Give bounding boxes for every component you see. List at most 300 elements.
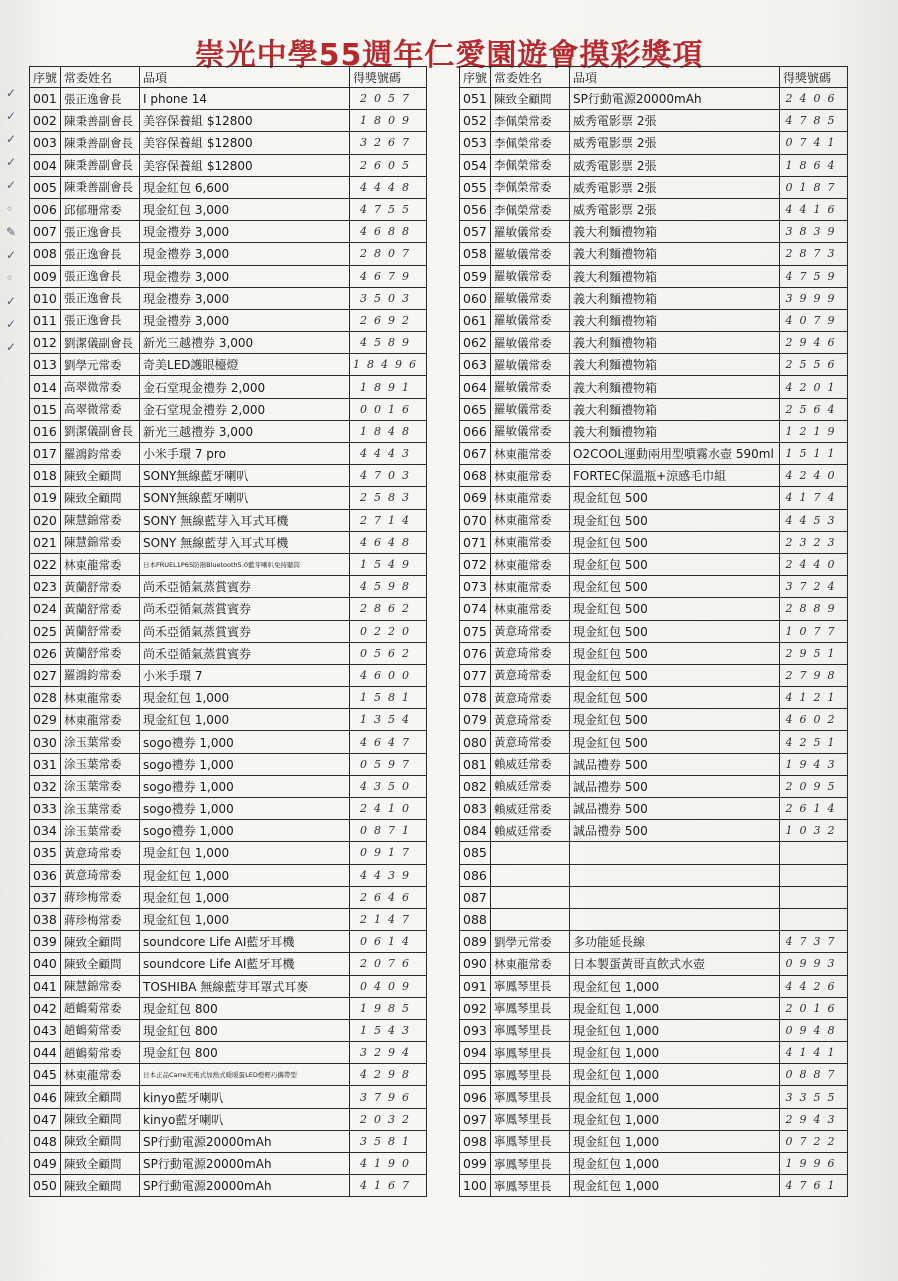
table-row xyxy=(460,798,848,820)
row-code: 2889 xyxy=(780,598,848,620)
row-item: 現金紅包 1,000 xyxy=(570,1064,780,1086)
row-member: 陳致全顧問 xyxy=(61,1108,140,1130)
table-row xyxy=(30,309,427,331)
table-row xyxy=(30,1108,427,1130)
row-number: 006 xyxy=(30,198,61,220)
row-code: 0948 xyxy=(780,1019,848,1041)
row-code: 4426 xyxy=(780,975,848,997)
table-row xyxy=(460,642,848,664)
row-code: 2406 xyxy=(780,88,848,110)
check-mark-icon: ✓ xyxy=(6,317,17,331)
row-item: 現金紅包 500 xyxy=(570,531,780,553)
table-row xyxy=(460,864,848,886)
check-mark-icon: ✓ xyxy=(6,109,17,124)
row-item: 現金禮券 3,000 xyxy=(140,309,350,331)
row-member: 李佩榮常委 xyxy=(491,176,570,198)
row-member: 寧鳳琴里長 xyxy=(491,997,570,1019)
row-member: 張正逸會長 xyxy=(61,243,140,265)
table-row xyxy=(460,198,848,220)
row-number: 033 xyxy=(30,798,61,820)
row-code: 2943 xyxy=(780,1108,848,1130)
table-row xyxy=(30,886,427,908)
row-member: 寧鳳琴里長 xyxy=(491,1064,570,1086)
row-member: 羅敏儀常委 xyxy=(491,243,570,265)
table-row xyxy=(30,420,427,442)
row-item: 現金紅包 500 xyxy=(570,487,780,509)
row-item: 現金紅包 1,000 xyxy=(140,864,350,886)
row-item: 美容保養組 $12800 xyxy=(140,110,350,132)
row-item: 義大利麵禮物箱 xyxy=(570,354,780,376)
table-row xyxy=(460,709,848,731)
row-member: 林東龍常委 xyxy=(491,443,570,465)
row-number: 076 xyxy=(460,642,491,664)
row-item: 現金紅包 1,000 xyxy=(140,687,350,709)
row-code: 2410 xyxy=(350,798,427,820)
row-item: 現金紅包 1,000 xyxy=(570,1019,780,1041)
table-row xyxy=(30,376,427,398)
header-no: 序號 xyxy=(460,67,491,88)
table-row xyxy=(460,443,848,465)
row-number: 019 xyxy=(30,487,61,509)
row-number: 044 xyxy=(30,1042,61,1064)
row-code: 1581 xyxy=(350,687,427,709)
header-no: 序號 xyxy=(30,67,61,88)
table-row xyxy=(460,531,848,553)
row-code: 1943 xyxy=(780,753,848,775)
table-row xyxy=(30,687,427,709)
row-item: 尚禾亞循氣蒸賞賓券 xyxy=(140,598,350,620)
row-code: 1354 xyxy=(350,709,427,731)
row-code: 4602 xyxy=(780,709,848,731)
table-row xyxy=(30,553,427,575)
table-row xyxy=(460,1153,848,1175)
row-number: 071 xyxy=(460,531,491,553)
row-member: 林東龍常委 xyxy=(491,465,570,487)
table-row xyxy=(30,287,427,309)
row-number: 074 xyxy=(460,598,491,620)
row-code: 0993 xyxy=(780,953,848,975)
row-item: 現金紅包 1,000 xyxy=(570,997,780,1019)
row-item: 現金紅包 500 xyxy=(570,687,780,709)
row-code: 1848 xyxy=(350,420,427,442)
row-item: 現金紅包 1,000 xyxy=(140,709,350,731)
row-number: 014 xyxy=(30,376,61,398)
row-member: 劉學元常委 xyxy=(61,354,140,376)
row-number: 029 xyxy=(30,709,61,731)
row-item: sogo禮券 1,000 xyxy=(140,731,350,753)
row-number: 049 xyxy=(30,1153,61,1175)
row-code: 2556 xyxy=(780,354,848,376)
row-code: 3581 xyxy=(350,1130,427,1152)
row-code: 0409 xyxy=(350,975,427,997)
row-item: 誠品禮券 500 xyxy=(570,798,780,820)
row-code xyxy=(780,908,848,930)
table-row xyxy=(30,487,427,509)
header-member: 常委姓名 xyxy=(61,67,140,88)
row-code: 0741 xyxy=(780,132,848,154)
row-member: 黃蘭舒常委 xyxy=(61,576,140,598)
row-member: 蔣珍梅常委 xyxy=(61,908,140,930)
row-member xyxy=(491,842,570,864)
table-row xyxy=(30,664,427,686)
row-item: 現金禮券 3,000 xyxy=(140,265,350,287)
row-item: 威秀電影票 2張 xyxy=(570,132,780,154)
table-row xyxy=(460,398,848,420)
row-code: 3294 xyxy=(350,1042,427,1064)
table-row xyxy=(30,864,427,886)
row-member: 賴威廷常委 xyxy=(491,753,570,775)
row-member: 林東龍常委 xyxy=(61,687,140,709)
row-code: 4703 xyxy=(350,465,427,487)
document-title: 崇光中學55週年仁愛園遊會摸彩獎項 xyxy=(194,38,704,73)
row-code: 2807 xyxy=(350,243,427,265)
row-number: 061 xyxy=(460,309,491,331)
table-row xyxy=(30,775,427,797)
table-row xyxy=(30,820,427,842)
table-row xyxy=(30,132,427,154)
row-item: 奇美LED護眼檯燈 xyxy=(140,354,350,376)
row-code: 0871 xyxy=(350,820,427,842)
row-item: 現金紅包 1,000 xyxy=(570,1153,780,1175)
row-member: 黃意琦常委 xyxy=(491,709,570,731)
row-member: 陳致全顧問 xyxy=(61,1130,140,1152)
row-item: 威秀電影票 2張 xyxy=(570,176,780,198)
row-code: 4759 xyxy=(780,265,848,287)
row-code: 1996 xyxy=(780,1153,848,1175)
row-code: 4647 xyxy=(350,731,427,753)
table-row xyxy=(460,753,848,775)
row-code: 3796 xyxy=(350,1086,427,1108)
row-member: 陳慧錦常委 xyxy=(61,509,140,531)
row-code: 2032 xyxy=(350,1108,427,1130)
row-item: 現金紅包 1,000 xyxy=(570,1175,780,1197)
row-number: 012 xyxy=(30,332,61,354)
row-number: 036 xyxy=(30,864,61,886)
row-member: 黃蘭舒常委 xyxy=(61,620,140,642)
row-item: 誠品禮券 500 xyxy=(570,820,780,842)
row-item: SP行動電源20000mAh xyxy=(140,1153,350,1175)
row-member: 羅敏儀常委 xyxy=(491,221,570,243)
row-number: 098 xyxy=(460,1130,491,1152)
row-item: 威秀電影票 2張 xyxy=(570,110,780,132)
row-member: 涂玉葉常委 xyxy=(61,798,140,820)
row-code: 2583 xyxy=(350,487,427,509)
row-number: 087 xyxy=(460,886,491,908)
row-item: 現金紅包 500 xyxy=(570,509,780,531)
row-item: sogo禮券 1,000 xyxy=(140,820,350,842)
row-member: 邱郁珊常委 xyxy=(61,198,140,220)
row-item: 威秀電影票 2張 xyxy=(570,154,780,176)
row-number: 095 xyxy=(460,1064,491,1086)
row-member xyxy=(491,886,570,908)
row-member: 張正逸會長 xyxy=(61,265,140,287)
row-number: 077 xyxy=(460,664,491,686)
row-item: TOSHIBA 無線藍芽耳罩式耳麥 xyxy=(140,975,350,997)
row-item: 現金紅包 500 xyxy=(570,664,780,686)
table-row xyxy=(30,332,427,354)
row-member: 涂玉葉常委 xyxy=(61,731,140,753)
row-item: 義大利麵禮物箱 xyxy=(570,265,780,287)
row-member: 陳致全顧問 xyxy=(61,953,140,975)
row-member: 劉潔儀副會長 xyxy=(61,332,140,354)
row-number: 045 xyxy=(30,1064,61,1086)
row-number: 089 xyxy=(460,931,491,953)
row-code: 3999 xyxy=(780,287,848,309)
row-member: 賴威廷常委 xyxy=(491,820,570,842)
row-code: 1891 xyxy=(350,376,427,398)
row-number: 055 xyxy=(460,176,491,198)
table-row xyxy=(460,576,848,598)
table-row xyxy=(30,509,427,531)
row-number: 056 xyxy=(460,198,491,220)
row-number: 005 xyxy=(30,176,61,198)
row-item: 現金紅包 1,000 xyxy=(140,886,350,908)
row-member: 寧鳳琴里長 xyxy=(491,975,570,997)
row-number: 047 xyxy=(30,1108,61,1130)
row-code xyxy=(780,864,848,886)
row-item: kinyo藍牙喇叭 xyxy=(140,1086,350,1108)
table-row xyxy=(30,842,427,864)
table-row xyxy=(30,465,427,487)
row-member: 涂玉葉常委 xyxy=(61,775,140,797)
table-row xyxy=(30,931,427,953)
row-number: 043 xyxy=(30,1019,61,1041)
row-member: 林東龍常委 xyxy=(491,487,570,509)
row-item: 日本FRUEL1P6S防潑Bluetooth5.0藍芽喇叭免持聽筒 xyxy=(140,553,350,575)
check-mark-icon: ✓ xyxy=(6,155,17,170)
row-code: 18496 xyxy=(350,354,427,376)
row-code: 4190 xyxy=(350,1153,427,1175)
row-member: 寧鳳琴里長 xyxy=(491,1175,570,1197)
table-row xyxy=(30,1064,427,1086)
row-item: 威秀電影票 2張 xyxy=(570,198,780,220)
row-member: 涂玉葉常委 xyxy=(61,753,140,775)
row-member: 林東龍常委 xyxy=(491,553,570,575)
row-member: 林東龍常委 xyxy=(61,1064,140,1086)
row-number: 053 xyxy=(460,132,491,154)
row-item: 義大利麵禮物箱 xyxy=(570,376,780,398)
row-code: 1219 xyxy=(780,420,848,442)
row-member xyxy=(491,864,570,886)
row-member: 黃意琦常委 xyxy=(491,620,570,642)
row-code: 1549 xyxy=(350,553,427,575)
table-row xyxy=(460,687,848,709)
row-code: 4737 xyxy=(780,931,848,953)
row-member: 黃意琦常委 xyxy=(491,687,570,709)
row-code: 4174 xyxy=(780,487,848,509)
table-row xyxy=(460,376,848,398)
row-number: 003 xyxy=(30,132,61,154)
row-number: 023 xyxy=(30,576,61,598)
table-row xyxy=(30,642,427,664)
row-code: 2323 xyxy=(780,531,848,553)
row-number: 002 xyxy=(30,110,61,132)
row-item: 美容保養組 $12800 xyxy=(140,132,350,154)
row-item: 現金紅包 500 xyxy=(570,553,780,575)
row-code: 2714 xyxy=(350,509,427,531)
row-code: 4688 xyxy=(350,221,427,243)
row-member: 陳秉善副會長 xyxy=(61,176,140,198)
table-row xyxy=(460,820,848,842)
row-member: 高翠微常委 xyxy=(61,398,140,420)
table-row xyxy=(460,332,848,354)
row-code: 1032 xyxy=(780,820,848,842)
row-item: 現金紅包 500 xyxy=(570,598,780,620)
table-row xyxy=(460,1130,848,1152)
row-member: 寧鳳琴里長 xyxy=(491,1042,570,1064)
row-item: FORTEC保溫瓶+涼感毛巾組 xyxy=(570,465,780,487)
row-code: 0887 xyxy=(780,1064,848,1086)
row-number: 073 xyxy=(460,576,491,598)
row-item xyxy=(570,842,780,864)
table-row xyxy=(460,931,848,953)
row-member: 黃蘭舒常委 xyxy=(61,642,140,664)
check-mark-icon: ✓ xyxy=(6,178,17,193)
check-mark-icon: ✓ xyxy=(6,293,17,308)
row-number: 034 xyxy=(30,820,61,842)
row-number: 004 xyxy=(30,154,61,176)
row-code: 2440 xyxy=(780,553,848,575)
prize-table-left xyxy=(29,66,427,1197)
table-row xyxy=(30,1130,427,1152)
row-number: 065 xyxy=(460,398,491,420)
table-row xyxy=(460,620,848,642)
row-code: 2605 xyxy=(350,154,427,176)
row-number: 030 xyxy=(30,731,61,753)
row-number: 070 xyxy=(460,509,491,531)
check-mark-icon: ◦ xyxy=(6,201,14,216)
table-row xyxy=(460,908,848,930)
table-row xyxy=(460,731,848,753)
row-item xyxy=(570,864,780,886)
row-number: 081 xyxy=(460,753,491,775)
row-code: 4079 xyxy=(780,309,848,331)
row-number: 099 xyxy=(460,1153,491,1175)
prize-table-right xyxy=(459,66,848,1197)
row-number: 075 xyxy=(460,620,491,642)
row-number: 048 xyxy=(30,1130,61,1152)
row-code: 4785 xyxy=(780,110,848,132)
row-item: sogo禮券 1,000 xyxy=(140,775,350,797)
row-item xyxy=(570,908,780,930)
row-number: 038 xyxy=(30,908,61,930)
table-header-row xyxy=(30,67,427,88)
row-item: 義大利麵禮物箱 xyxy=(570,420,780,442)
row-code: 4240 xyxy=(780,465,848,487)
row-item: 現金紅包 1,000 xyxy=(140,908,350,930)
row-item: O2COOL運動兩用型噴霧水壺 590ml xyxy=(570,443,780,465)
row-code: 4648 xyxy=(350,531,427,553)
row-number: 067 xyxy=(460,443,491,465)
table-row xyxy=(460,154,848,176)
row-number: 064 xyxy=(460,376,491,398)
row-member: 陳秉善副會長 xyxy=(61,154,140,176)
table-row xyxy=(460,465,848,487)
row-number: 079 xyxy=(460,709,491,731)
row-item: 現金紅包 800 xyxy=(140,1042,350,1064)
table-row xyxy=(460,553,848,575)
row-member: 羅敏儀常委 xyxy=(491,376,570,398)
row-code: 0562 xyxy=(350,642,427,664)
row-member: 李佩榮常委 xyxy=(491,132,570,154)
row-number: 097 xyxy=(460,1108,491,1130)
row-code: 0187 xyxy=(780,176,848,198)
row-number: 027 xyxy=(30,664,61,686)
row-item xyxy=(570,886,780,908)
row-member: 黃意琦常委 xyxy=(61,864,140,886)
table-row xyxy=(460,664,848,686)
row-number: 040 xyxy=(30,953,61,975)
row-item: SONY無線藍牙喇叭 xyxy=(140,487,350,509)
row-member: 黃意琦常委 xyxy=(491,664,570,686)
table-row xyxy=(30,154,427,176)
row-member: 黃意琦常委 xyxy=(491,731,570,753)
row-member: 李佩榮常委 xyxy=(491,154,570,176)
row-number: 057 xyxy=(460,221,491,243)
row-number: 052 xyxy=(460,110,491,132)
row-code: 4448 xyxy=(350,176,427,198)
table-row xyxy=(30,975,427,997)
table-row xyxy=(30,198,427,220)
row-item: 義大利麵禮物箱 xyxy=(570,398,780,420)
row-item: 現金紅包 800 xyxy=(140,1019,350,1041)
row-number: 100 xyxy=(460,1175,491,1197)
row-item: 多功能延長線 xyxy=(570,931,780,953)
row-code: 0917 xyxy=(350,842,427,864)
row-number: 020 xyxy=(30,509,61,531)
row-member: 陳秉善副會長 xyxy=(61,110,140,132)
table-row xyxy=(460,1064,848,1086)
row-member: 趙鶴菊常委 xyxy=(61,1042,140,1064)
row-code: 2147 xyxy=(350,908,427,930)
row-member: 蔣珍梅常委 xyxy=(61,886,140,908)
row-number: 066 xyxy=(460,420,491,442)
row-number: 032 xyxy=(30,775,61,797)
row-number: 009 xyxy=(30,265,61,287)
row-number: 051 xyxy=(460,88,491,110)
table-row xyxy=(30,620,427,642)
table-row xyxy=(460,88,848,110)
row-member: 林東龍常委 xyxy=(491,598,570,620)
row-code: 3503 xyxy=(350,287,427,309)
row-item: 義大利麵禮物箱 xyxy=(570,243,780,265)
row-item: 金石堂現金禮券 2,000 xyxy=(140,398,350,420)
row-member: 陳慧錦常委 xyxy=(61,531,140,553)
row-number: 086 xyxy=(460,864,491,886)
row-number: 082 xyxy=(460,775,491,797)
row-member: 陳致全顧問 xyxy=(61,1086,140,1108)
table-row xyxy=(460,842,848,864)
row-item: sogo禮券 1,000 xyxy=(140,798,350,820)
table-row xyxy=(460,176,848,198)
row-item: soundcore Life AI藍牙耳機 xyxy=(140,953,350,975)
table-row xyxy=(30,1042,427,1064)
row-item: 尚禾亞循氣蒸賞賓券 xyxy=(140,576,350,598)
row-member: 張正逸會長 xyxy=(61,221,140,243)
row-member: 陳致全顧問 xyxy=(491,88,570,110)
row-number: 059 xyxy=(460,265,491,287)
row-code: 2016 xyxy=(780,997,848,1019)
table-row xyxy=(30,798,427,820)
row-member: 羅鴻鈞常委 xyxy=(61,443,140,465)
row-number: 042 xyxy=(30,997,61,1019)
row-item: 義大利麵禮物箱 xyxy=(570,332,780,354)
row-item: 現金紅包 500 xyxy=(570,731,780,753)
row-member: 陳慧錦常委 xyxy=(61,975,140,997)
row-member: 寧鳳琴里長 xyxy=(491,1153,570,1175)
row-code: 0220 xyxy=(350,620,427,642)
table-row xyxy=(30,265,427,287)
